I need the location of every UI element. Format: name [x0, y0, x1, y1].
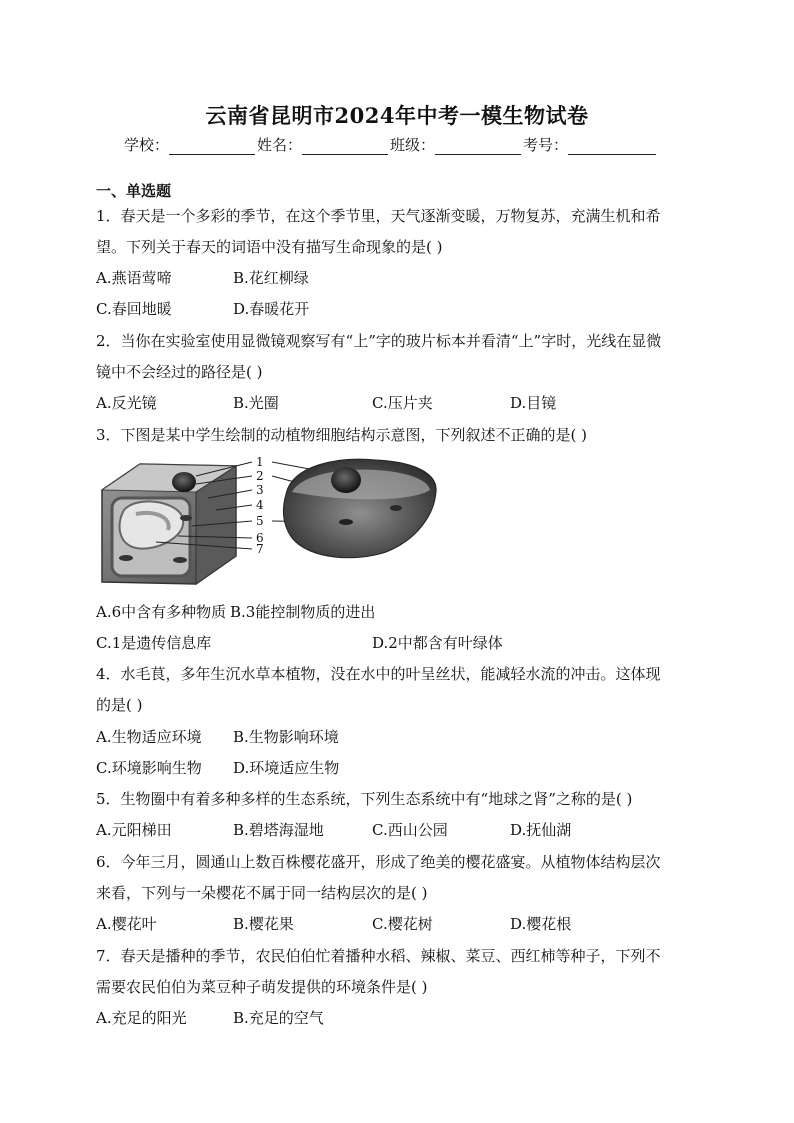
question-7-line-2: 需要农民伯伯为菜豆种子萌发提供的环境条件是( ) — [96, 978, 428, 996]
question-7-line-1: 7．春天是播种的季节，农民伯伯忙着播种水稻、辣椒、菜豆、西红柿等种子，下列不 — [96, 947, 661, 965]
q4-option-a: A.生物适应环境 — [96, 728, 202, 746]
q3-option-a: A.6中含有多种物质 — [96, 603, 227, 621]
question-3-line-1: 3．下图是某中学生绘制的动植物细胞结构示意图，下列叙述不正确的是( ) — [96, 426, 588, 444]
question-1-line-2: 望。下列关于春天的词语中没有描写生命现象的是( ) — [96, 238, 443, 256]
q7-option-b: B.充足的空气 — [233, 1009, 324, 1027]
figure-label-2: 2 — [256, 469, 264, 483]
question-2-line-2: 镜中不会经过的路径是( ) — [96, 363, 263, 381]
animal-cell — [284, 459, 437, 558]
class-blank[interactable] — [435, 138, 521, 155]
cell-diagram — [96, 452, 446, 590]
q6-option-c: C.樱花树 — [372, 915, 433, 933]
figure-label-5: 5 — [256, 514, 264, 528]
q2-option-a: A.反光镜 — [96, 394, 157, 412]
number-blank[interactable] — [568, 138, 656, 155]
q1-option-d: D.春暖花开 — [233, 300, 310, 318]
figure-label-7: 7 — [256, 542, 264, 556]
question-1-line-1: 1．春天是一个多彩的季节，在这个季节里，天气逐渐变暖，万物复苏，充满生机和希 — [96, 207, 661, 225]
q3-option-c: C.1是遗传信息库 — [96, 634, 212, 652]
q2-option-b: B.光圈 — [233, 394, 279, 412]
q6-option-a: A.樱花叶 — [96, 915, 157, 933]
figure-label-3: 3 — [256, 483, 264, 497]
q5-option-c: C.西山公园 — [372, 821, 448, 839]
number-label: 考号： — [523, 136, 569, 154]
q5-option-d: D.抚仙湖 — [510, 821, 572, 839]
q6-option-d: D.樱花根 — [510, 915, 572, 933]
q3-option-b: B.3能控制物质的进出 — [230, 603, 376, 621]
q6-option-b: B.樱花果 — [233, 915, 294, 933]
q1-option-a: A.燕语莺啼 — [96, 269, 172, 287]
figure-label-1: 1 — [256, 455, 264, 469]
q4-option-c: C.环境影响生物 — [96, 759, 202, 777]
question-6-line-1: 6．今年三月，圆通山上数百株樱花盛开，形成了绝美的樱花盛宴。从植物体结构层次 — [96, 853, 661, 871]
plant-nucleus — [172, 472, 196, 492]
q7-option-a: A.充足的阳光 — [96, 1009, 187, 1027]
q3-option-d: D.2中都含有叶绿体 — [372, 634, 503, 652]
q4-option-d: D.环境适应生物 — [233, 759, 340, 777]
q4-option-b: B.生物影响环境 — [233, 728, 339, 746]
section-title: 一、单选题 — [96, 182, 172, 200]
animal-nucleus — [331, 467, 361, 493]
question-6-line-2: 来看，下列与一朵樱花不属于同一结构层次的是( ) — [96, 884, 428, 902]
q2-option-d: D.目镜 — [510, 394, 557, 412]
class-label: 班级： — [390, 136, 436, 154]
question-4-line-1: 4．水毛茛，多年生沉水草本植物，没在水中的叶呈丝状，能减轻水流的冲击。这体现 — [96, 665, 661, 683]
figure-label-4: 4 — [256, 498, 264, 512]
question-2-line-1: 2．当你在实验室使用显微镜观察写有“上”字的玻片标本并看清“上”字时，光线在显微 — [96, 332, 662, 350]
student-info-line — [124, 134, 658, 155]
cell-structure-figure — [96, 452, 446, 590]
question-5-line-1: 5．生物圈中有着多种多样的生态系统，下列生态系统中有“地球之肾”之称的是( ) — [96, 790, 633, 808]
school-label: 学校： — [124, 136, 170, 154]
q5-option-a: A.元阳梯田 — [96, 821, 172, 839]
name-blank[interactable] — [302, 138, 388, 155]
page-title: 云南省昆明市2024年中考一模生物试卷 — [205, 103, 589, 128]
q1-option-c: C.春回地暖 — [96, 300, 172, 318]
q1-option-b: B.花红柳绿 — [233, 269, 309, 287]
name-label: 姓名： — [257, 136, 303, 154]
figure-label-6: 6 — [256, 531, 264, 545]
q2-option-c: C.压片夹 — [372, 394, 433, 412]
q5-option-b: B.碧塔海湿地 — [233, 821, 324, 839]
question-4-line-2: 的是( ) — [96, 696, 143, 714]
school-blank[interactable] — [169, 138, 255, 155]
